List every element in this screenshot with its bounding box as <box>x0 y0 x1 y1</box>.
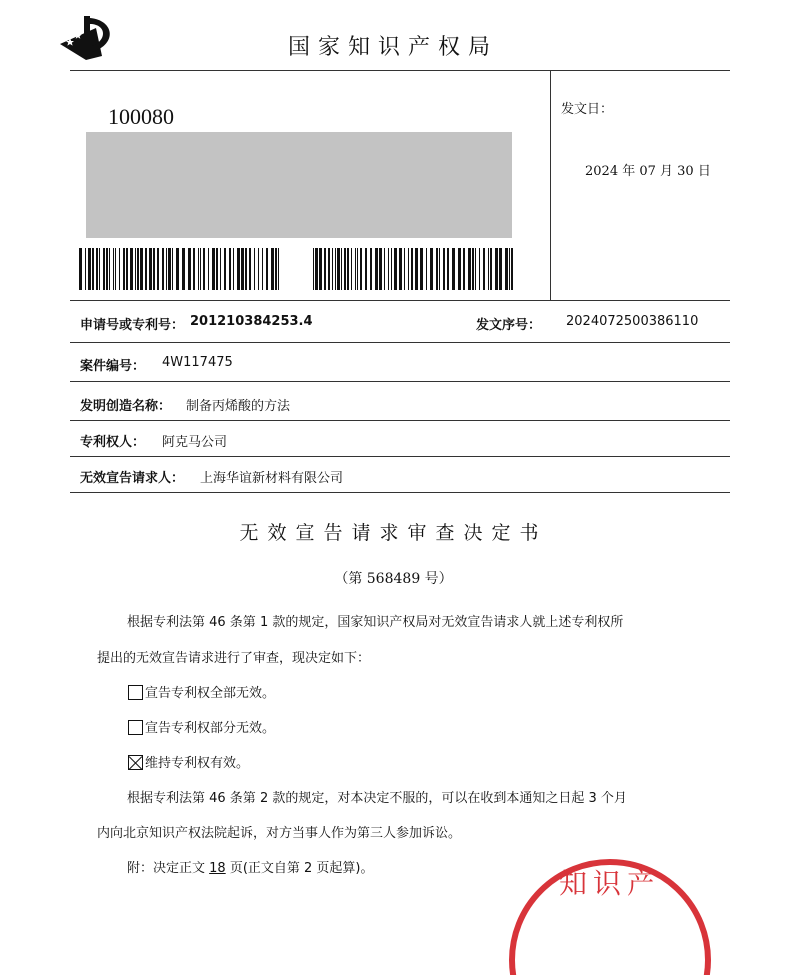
barcode-bar <box>254 248 255 290</box>
barcode-bar <box>370 248 372 290</box>
barcode-bar <box>499 248 502 290</box>
barcode-bar <box>145 248 147 290</box>
barcode-bar <box>212 248 215 290</box>
barcode-bar <box>384 248 385 290</box>
document-number: （第 568489 号） <box>334 571 453 587</box>
official-seal <box>505 855 715 975</box>
barcode-bar <box>166 248 167 290</box>
barcode-bar <box>119 248 120 290</box>
barcode-bar <box>420 248 423 290</box>
row-rule <box>70 492 730 493</box>
barcode-bar <box>365 248 367 290</box>
option-maintain-valid: 维持专利权有效。 <box>128 752 249 771</box>
barcode-bar <box>135 248 136 290</box>
barcode-bar <box>182 248 185 290</box>
issue-date: 2024 年 07 月 30 日 <box>585 164 711 179</box>
barcode-bar <box>216 248 218 290</box>
row-rule <box>70 300 730 301</box>
office-name: 国家知识产权局 <box>288 35 499 60</box>
case-label: 案件编号： <box>80 359 146 374</box>
barcode-bar <box>188 248 191 290</box>
requester-label: 无效宣告请求人： <box>80 471 185 486</box>
barcode-bar <box>490 248 492 290</box>
barcode-bar <box>430 248 433 290</box>
attachment-note: 附：决定正文 18 页(正文自第 2 页起算)。 <box>127 861 374 876</box>
barcode-bar <box>176 248 179 290</box>
barcode-left <box>79 248 280 290</box>
barcode-bar <box>220 248 221 290</box>
barcode-bar <box>109 248 110 290</box>
barcode-bar <box>344 248 346 290</box>
barcode-bar <box>475 248 476 290</box>
barcode-bar <box>229 248 231 290</box>
barcode-bar <box>375 248 378 290</box>
barcode-bar <box>458 248 461 290</box>
barcode-bar <box>447 248 449 290</box>
requester-value: 上海华谊新材料有限公司 <box>200 471 344 486</box>
barcode-bar <box>443 248 445 290</box>
barcode-bar <box>258 248 259 290</box>
barcode-bar <box>271 248 274 290</box>
barcode-bar <box>463 248 465 290</box>
redacted-address <box>86 132 512 238</box>
case-value: 4W117475 <box>162 355 233 370</box>
barcode-bar <box>452 248 455 290</box>
barcode-bar <box>351 248 352 290</box>
barcode-bar <box>172 248 173 290</box>
paragraph-1-line-1: 根据专利法第 46 条第 1 款的规定，国家知识产权局对无效宣告请求人就上述专利权所 <box>127 615 624 630</box>
barcode-bar <box>319 248 322 290</box>
barcode-bar <box>113 248 114 290</box>
patentee-label: 专利权人： <box>80 435 146 450</box>
barcode-bar <box>237 248 240 290</box>
barcode-bar <box>394 248 397 290</box>
barcode-bar <box>505 248 508 290</box>
barcode-bar <box>208 248 209 290</box>
issue-date-label: 发文日： <box>561 102 614 117</box>
checked-checkbox-icon <box>128 755 143 770</box>
barcode-bar <box>391 248 392 290</box>
invention-label: 发明创造名称： <box>80 399 172 414</box>
barcode-bar <box>399 248 402 290</box>
patentee-value: 阿克马公司 <box>162 435 228 450</box>
barcode-bar <box>203 248 205 290</box>
barcode-bar <box>149 248 152 290</box>
barcode-bar <box>130 248 133 290</box>
barcode-bar <box>278 248 279 290</box>
attachment-page-count: 18 <box>209 861 226 876</box>
row-rule <box>70 420 730 421</box>
barcode-bar <box>123 248 125 290</box>
barcode-bar <box>92 248 94 290</box>
barcode-bar <box>509 248 510 290</box>
barcode-bar <box>324 248 326 290</box>
barcode-bar <box>404 248 405 290</box>
serial-label: 发文序号： <box>476 318 542 333</box>
option-invalidate-part: 宣告专利权部分无效。 <box>128 717 275 736</box>
barcode-bar <box>126 248 128 290</box>
barcode-bar <box>162 248 164 290</box>
barcode-bar <box>483 248 485 290</box>
barcode-bar <box>96 248 98 290</box>
barcode-bar <box>357 248 358 290</box>
barcode-bar <box>99 248 100 290</box>
barcode-bar <box>408 248 409 290</box>
barcode-bar <box>115 248 116 290</box>
barcode-bar <box>426 248 427 290</box>
row-rule <box>70 342 730 343</box>
barcode-bar <box>355 248 356 290</box>
header-rule <box>70 70 730 71</box>
barcode-bar <box>106 248 108 290</box>
row-rule <box>70 456 730 457</box>
barcode-bar <box>262 248 263 290</box>
barcode-bar <box>137 248 139 290</box>
barcode-bar <box>472 248 474 290</box>
barcode-bar <box>335 248 336 290</box>
barcode-bar <box>488 248 489 290</box>
seal-text: 知识产 <box>558 867 662 900</box>
barcode-bar <box>79 248 82 290</box>
barcode-bar <box>468 248 471 290</box>
barcode-bar <box>511 248 513 290</box>
checkbox-icon <box>128 720 143 735</box>
application-value: 201210384253.4 <box>190 314 313 329</box>
barcode-bar <box>266 248 268 290</box>
paragraph-2-line-1: 根据专利法第 46 条第 2 款的规定，对本决定不服的，可以在收到本通知之日起 3 个月 <box>127 791 627 806</box>
barcode-bar <box>153 248 155 290</box>
barcode-bar <box>313 248 314 290</box>
barcode-bar <box>328 248 330 290</box>
barcode-bar <box>360 248 362 290</box>
barcode-bar <box>140 248 143 290</box>
barcode-bar <box>275 248 277 290</box>
barcode-right <box>313 248 513 290</box>
document-title: 无效宣告请求审查决定书 <box>239 522 548 544</box>
barcode-bar <box>379 248 382 290</box>
barcode-bar <box>241 248 244 290</box>
option-invalidate-all: 宣告专利权全部无效。 <box>128 682 275 701</box>
barcode-bar <box>245 248 247 290</box>
barcode-bar <box>337 248 340 290</box>
barcode-bar <box>495 248 498 290</box>
serial-value: 2024072500386110 <box>566 314 699 329</box>
barcode-bar <box>200 248 201 290</box>
barcode-bar <box>436 248 438 290</box>
barcode-bar <box>88 248 91 290</box>
header-divider <box>550 71 551 301</box>
barcode-bar <box>249 248 251 290</box>
barcode-bar <box>415 248 418 290</box>
barcode-bar <box>193 248 195 290</box>
barcode-bar <box>157 248 159 290</box>
barcode-bar <box>347 248 349 290</box>
barcode-bar <box>233 248 234 290</box>
checkbox-icon <box>128 685 143 700</box>
barcode-bar <box>388 248 389 290</box>
row-rule <box>70 381 730 382</box>
application-label: 申请号或专利号： <box>80 318 185 333</box>
barcode-bar <box>479 248 480 290</box>
paragraph-1-line-2: 提出的无效宣告请求进行了审查，现决定如下： <box>97 651 371 666</box>
barcode-bar <box>168 248 171 290</box>
barcode-bar <box>315 248 318 290</box>
cnipa-logo-icon <box>56 14 120 60</box>
barcode-bar <box>85 248 86 290</box>
barcode-bar <box>332 248 333 290</box>
barcode-bar <box>103 248 105 290</box>
barcode-bar <box>198 248 199 290</box>
barcode-bar <box>341 248 342 290</box>
barcode-bar <box>224 248 226 290</box>
barcode-bar <box>439 248 440 290</box>
paragraph-2-line-2: 内向北京知识产权法院起诉，对方当事人作为第三人参加诉讼。 <box>97 826 462 841</box>
barcode-bar <box>411 248 413 290</box>
invention-value: 制备丙烯酸的方法 <box>186 399 291 414</box>
postcode: 100080 <box>108 104 174 129</box>
